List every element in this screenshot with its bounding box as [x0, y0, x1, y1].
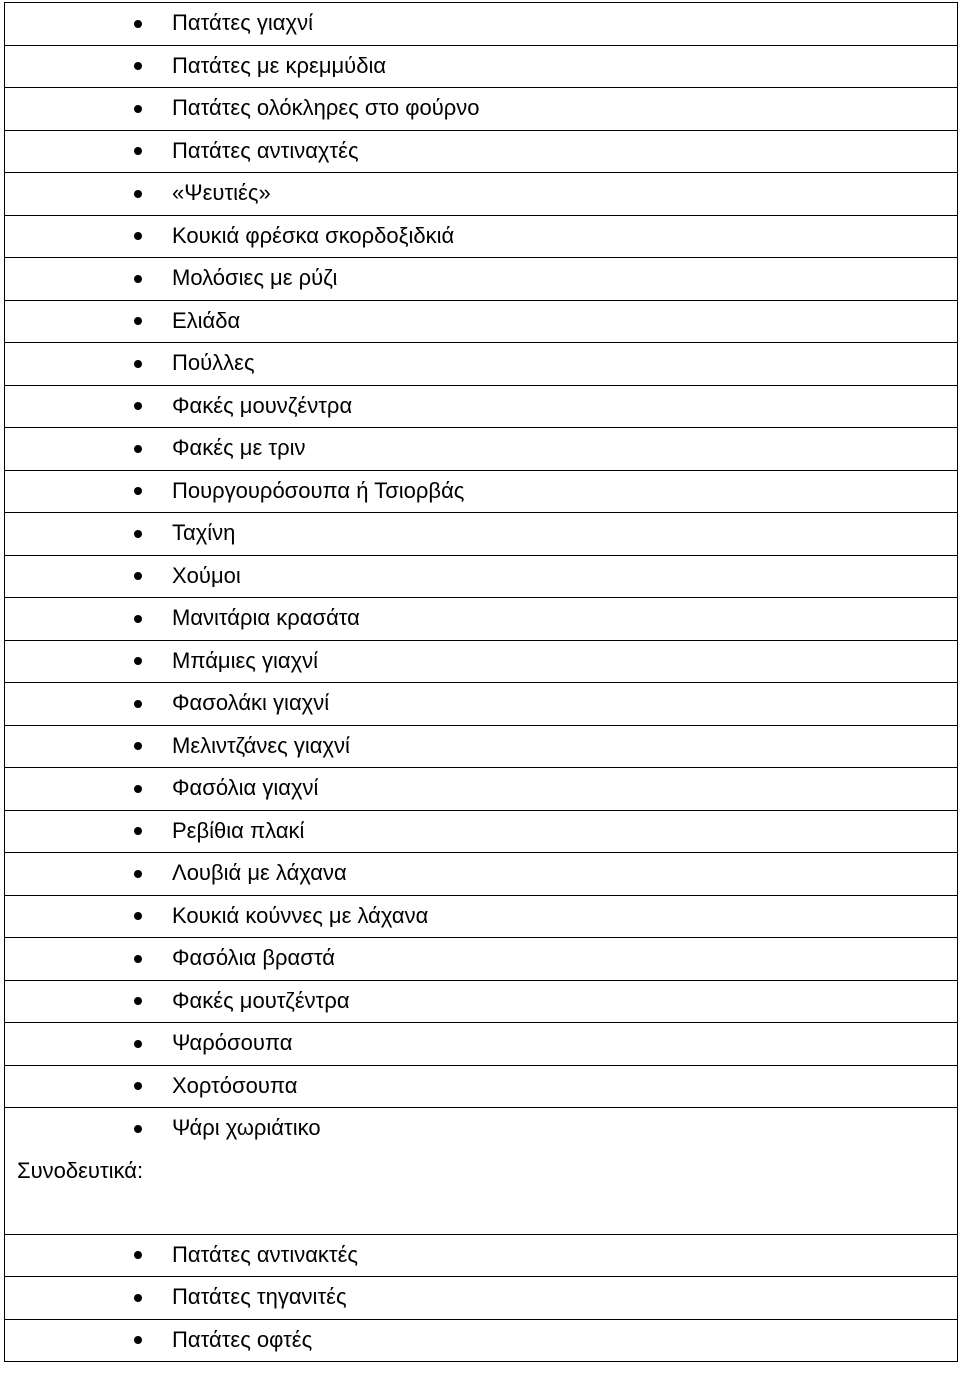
list-item — [5, 343, 957, 386]
bullet-icon — [134, 615, 142, 623]
list-item-text: Χορτόσουπα — [172, 1072, 298, 1098]
list-item-text: Ψαρόσουπα — [172, 1030, 293, 1055]
bullet-icon — [134, 912, 142, 920]
list-item-text: Φακές με τριν — [172, 435, 306, 460]
list-item-text: Φασολάκι γιαχνί — [172, 690, 330, 715]
bullet-icon — [134, 232, 142, 240]
list-item-text: Φακές μουνζέντρα — [172, 392, 353, 418]
list-item — [5, 46, 957, 89]
list-item — [5, 641, 957, 684]
list-item — [5, 131, 957, 174]
list-item — [5, 88, 957, 131]
bullet-icon — [134, 190, 142, 198]
bullet-icon — [134, 147, 142, 155]
list-item-text: Ταχίνη — [172, 520, 236, 545]
bullet-icon — [134, 105, 142, 113]
bullet-icon — [134, 785, 142, 793]
list-item — [5, 683, 957, 726]
bullet-icon — [134, 700, 142, 708]
list-item — [5, 598, 957, 641]
list-item — [5, 173, 957, 216]
menu-table — [4, 2, 958, 1362]
list-item — [5, 1066, 957, 1109]
list-item — [5, 896, 957, 939]
list-item-text: Κουκιά φρέσκα σκορδοξιδκιά — [172, 222, 455, 248]
list-item-text: Πατάτες οφτές — [172, 1326, 313, 1352]
list-item — [5, 386, 957, 429]
bullet-icon — [134, 870, 142, 878]
list-item — [5, 1320, 957, 1363]
list-item — [5, 938, 957, 981]
side-dish-list — [5, 1235, 957, 1363]
list-item-text: Μπάμιες γιαχνί — [172, 647, 319, 673]
list-item — [5, 1108, 957, 1151]
bullet-icon — [134, 1294, 142, 1302]
list-item — [5, 3, 957, 46]
list-item-text: Μανιτάρια κρασάτα — [172, 605, 360, 630]
bullet-icon — [134, 317, 142, 325]
bullet-icon — [134, 360, 142, 368]
bullet-icon — [134, 657, 142, 665]
list-item-text: Πατάτες ολόκληρες στο φούρνο — [172, 95, 480, 120]
list-item — [5, 768, 957, 811]
list-item — [5, 811, 957, 854]
bullet-icon — [134, 275, 142, 283]
main-dish-list — [5, 3, 957, 1151]
section-row — [5, 1151, 957, 1235]
list-item-text: Ρεβίθια πλακί — [172, 817, 305, 843]
bullet-icon — [134, 997, 142, 1005]
list-item — [5, 258, 957, 301]
list-item-text: Χούμοι — [172, 562, 241, 588]
list-item-text: Ψάρι χωριάτικο — [172, 1115, 321, 1140]
bullet-icon — [134, 955, 142, 963]
list-item-text: Φασόλια γιαχνί — [172, 775, 319, 800]
list-item — [5, 513, 957, 556]
list-item — [5, 1023, 957, 1066]
bullet-icon — [134, 1082, 142, 1090]
bullet-icon — [134, 572, 142, 580]
list-item-text: Πατάτες αντιναχτές — [172, 137, 359, 163]
list-item-text: Μολόσιες με ρύζι — [172, 265, 338, 290]
bullet-icon — [134, 1125, 142, 1133]
list-item — [5, 471, 957, 514]
list-item-text: Πατάτες τηγανιτές — [172, 1284, 347, 1309]
list-item-text: Φακές μουτζέντρα — [172, 987, 350, 1013]
bullet-icon — [134, 530, 142, 538]
bullet-icon — [134, 445, 142, 453]
section-label: Συνοδευτικά: — [17, 1157, 144, 1183]
list-item — [5, 428, 957, 471]
list-item-text: Φασόλια βραστά — [172, 945, 335, 970]
list-item-text: Μελιντζάνες γιαχνί — [172, 732, 350, 758]
bullet-icon — [134, 62, 142, 70]
bullet-icon — [134, 1336, 142, 1344]
list-item — [5, 981, 957, 1024]
list-item — [5, 1277, 957, 1320]
list-item-text: Ελιάδα — [172, 307, 241, 333]
list-item — [5, 556, 957, 599]
bullet-icon — [134, 742, 142, 750]
list-item — [5, 216, 957, 259]
list-item — [5, 1235, 957, 1278]
list-item-text: Πατάτες με κρεμμύδια — [172, 52, 387, 78]
list-item — [5, 853, 957, 896]
bullet-icon — [134, 487, 142, 495]
list-item-text: Κουκιά κούννες με λάχανα — [172, 902, 429, 928]
list-item — [5, 726, 957, 769]
bullet-icon — [134, 1251, 142, 1259]
bullet-icon — [134, 402, 142, 410]
list-item-text: «Ψευτιές» — [172, 180, 271, 205]
list-item-text: Πούλλες — [172, 350, 255, 375]
bullet-icon — [134, 1040, 142, 1048]
bullet-icon — [134, 827, 142, 835]
list-item — [5, 301, 957, 344]
bullet-icon — [134, 20, 142, 28]
list-item-text: Λουβιά με λάχανα — [172, 860, 347, 885]
list-item-text: Πουργουρόσουπα ή Τσιορβάς — [172, 477, 465, 503]
list-item-text: Πατάτες αντινακτές — [172, 1241, 359, 1267]
list-item-text: Πατάτες γιαχνί — [172, 10, 313, 35]
